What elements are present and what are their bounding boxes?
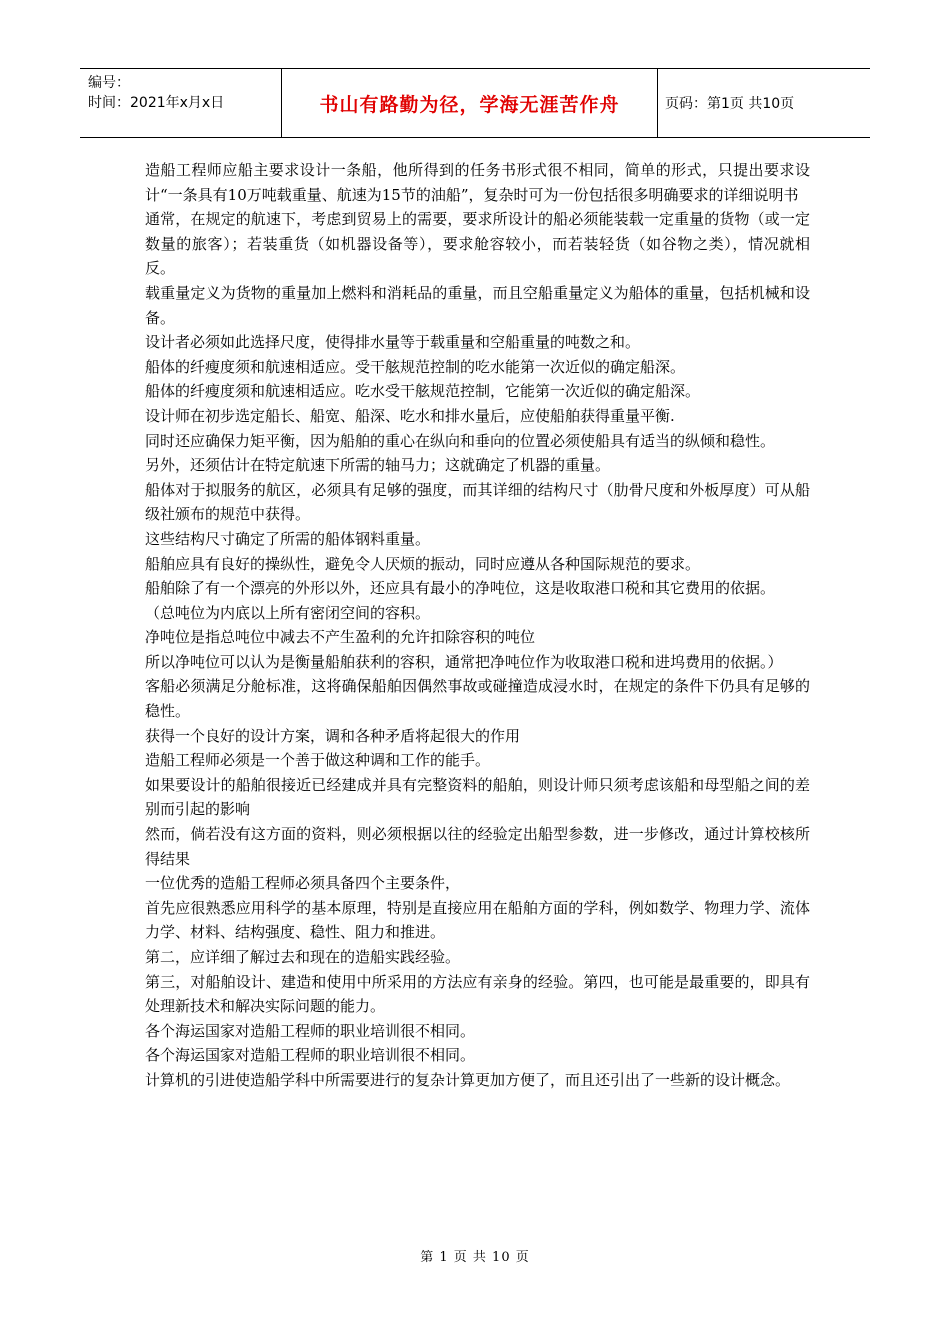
paragraph: 同时还应确保力矩平衡，因为船舶的重心在纵向和垂向的位置必须使船具有适当的纵倾和稳性。 (145, 431, 776, 450)
paragraph: 计算机的引进使造船学科中所需要进行的复杂计算更加方便了，而且还引出了一些新的设计概念。 (145, 1070, 791, 1089)
motto-text: 书山有路勤为径，学海无涯苦作舟 (319, 93, 620, 116)
paragraph: 船舶除了有一个漂亮的外形以外，还应具有最小的净吨位，这是收取港口税和其它费用的依据。 (145, 579, 776, 598)
page-header (80, 68, 870, 138)
paragraph: 造船工程师必须是一个善于做这种调和工作的能手。 (145, 751, 491, 770)
page-info: 页码：第1页 共10页 (665, 96, 795, 112)
paragraph: 船体对于拟服务的航区，必须具有足够的强度，而其详细的结构尺寸（肋骨尺度和外板厚度）可从船级社颁布的规范中获得。 (145, 480, 810, 524)
paragraph: 船体的纤瘦度须和航速相适应。受干舷规范控制的吃水能第一次近似的确定船深。 (145, 357, 686, 376)
document-body (145, 158, 810, 1093)
paragraph: 各个海运国家对造船工程师的职业培训很不相同。 (145, 1046, 476, 1065)
paragraph: 船体的纤瘦度须和航速相适应。吃水受干舷规范控制，它能第一次近似的确定船深。 (145, 382, 701, 401)
header-motto-cell (281, 69, 658, 137)
paragraph: 所以净吨位可以认为是衡量船舶获利的容积，通常把净吨位作为收取港口税和进坞费用的依据。） (145, 652, 783, 671)
paragraph: 第三，对船舶设计、建造和使用中所采用的方法应有亲身的经验。第四，也可能是最重要的，即具有处理新技术和解决实际问题的能力。 (145, 972, 810, 1016)
paragraph: 获得一个良好的设计方案，调和各种矛盾将起很大的作用 (145, 726, 521, 745)
header-info-cell (80, 69, 281, 137)
paragraph: 客船必须满足分舱标准，这将确保船舶因偶然事故或碰撞造成浸水时，在规定的条件下仍具有足够的稳性。 (145, 677, 810, 721)
time-label: 时间：2021年x月x日 (88, 95, 225, 111)
paragraph: 设计师在初步选定船长、船宽、船深、吃水和排水量后，应使船舶获得重量平衡. (145, 406, 675, 425)
paragraph: 首先应很熟悉应用科学的基本原理，特别是直接应用在船舶方面的学科，例如数学、物理力学、流体力学、材料、结构强度、稳性、阻力和推进。 (145, 898, 810, 942)
paragraph: 载重量定义为货物的重量加上燃料和消耗品的重量，而且空船重量定义为船体的重量，包括机械和设备。 (145, 283, 810, 327)
paragraph: 另外，还须估计在特定航速下所需的轴马力；这就确定了机器的重量。 (145, 456, 611, 475)
paragraph: 各个海运国家对造船工程师的职业培训很不相同。 (145, 1021, 476, 1040)
page-footer: 第 1 页 共 10 页 (420, 1250, 530, 1265)
paragraph: 然而，倘若没有这方面的资料，则必须根据以往的经验定出船型参数，进一步修改，通过计算校核所得结果 (145, 825, 810, 868)
paragraph: 通常，在规定的航速下，考虑到贸易上的需要，要求所设计的船必须能装载一定重量的货物（或一定数量的旅客）；若装重货（如机器设备等），要求舱容较小，而若装轻货（如谷物之类），情况就相反。 (145, 210, 810, 278)
paragraph: 这些结构尺寸确定了所需的船体钢料重量。 (145, 529, 431, 548)
paragraph: 造船工程师应船主要求设计一条船，他所得到的任务书形式很不相同，简单的形式，只提出要求设计“一条具有10万吨载重量、航速为15节的油船”，复杂时可为一份包括很多明确要求的详细说明书 (145, 161, 810, 204)
paragraph: （总吨位为内底以上所有密闭空间的容积。 (145, 603, 431, 622)
paragraph: 如果要设计的船舶很接近已经建成并具有完整资料的船舶，则设计师只须考虑该船和母型船之间的差别而引起的影响 (145, 775, 810, 819)
paragraph: 第二，应详细了解过去和现在的造船实践经验。 (145, 948, 461, 966)
header-page-cell (657, 69, 870, 137)
paragraph: 设计者必须如此选择尺度，使得排水量等于载重量和空船重量的吨数之和。 (145, 333, 641, 352)
paragraph: 船舶应具有良好的操纵性，避免令人厌烦的振动，同时应遵从各种国际规范的要求。 (145, 554, 701, 573)
paragraph: 净吨位是指总吨位中减去不产生盈利的允许扣除容积的吨位 (145, 628, 536, 647)
number-label: 编号： (88, 75, 130, 91)
paragraph: 一位优秀的造船工程师必须具备四个主要条件， (145, 874, 461, 893)
